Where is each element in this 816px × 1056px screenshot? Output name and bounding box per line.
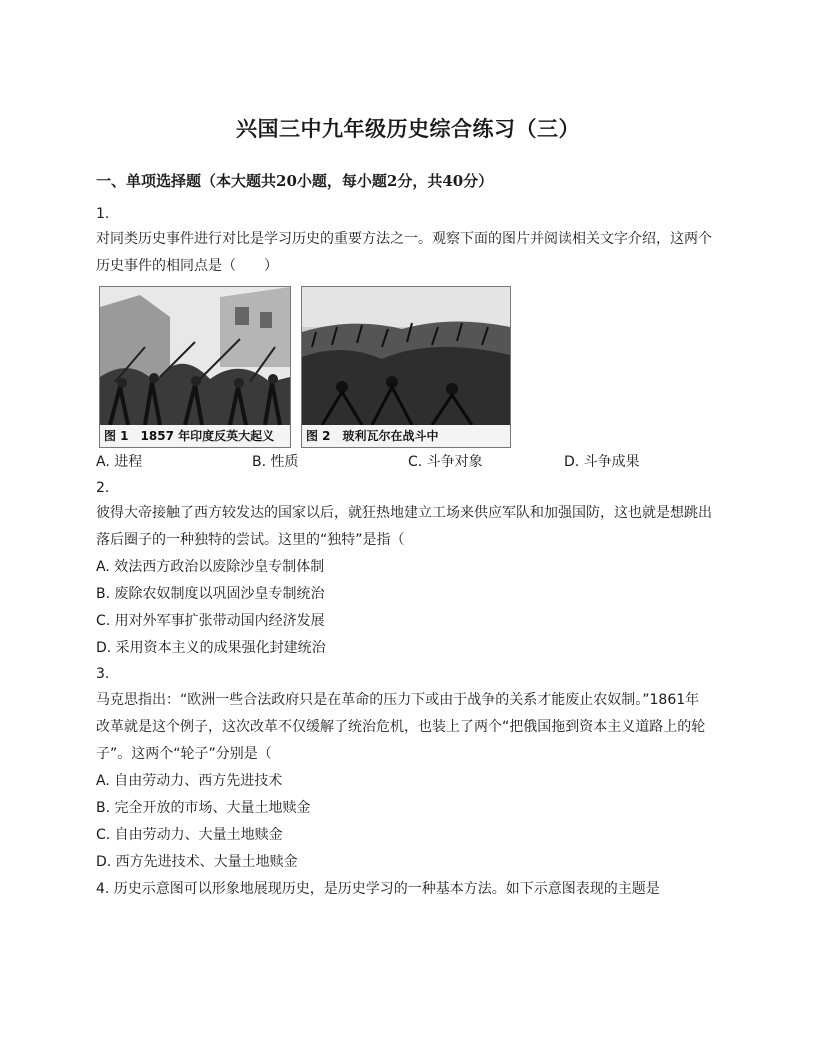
q3-option-a[interactable]: A. 自由劳动力、西方先进技术 — [96, 773, 283, 789]
q3-stem-line2: 改革就是这个例子，这次改革不仅缓解了统治危机，也装上了两个“把俄国拖到资本主义道路上的轮 — [96, 719, 706, 735]
q1-option-a[interactable]: A. 进程 — [96, 454, 143, 470]
q2-option-d[interactable]: D. 采用资本主义的成果强化封建统治 — [96, 640, 326, 656]
q2-number: 2. — [96, 480, 110, 496]
figure-1-caption: 图 1 1857 年印度反英大起义 — [100, 425, 290, 447]
q4-stem-line1: 4. 历史示意图可以形象地展现历史，是历史学习的一种基本方法。如下示意图表现的主题是 — [96, 881, 660, 897]
q3-option-c[interactable]: C. 自由劳动力、大量土地赎金 — [96, 827, 283, 843]
q3-option-d[interactable]: D. 西方先进技术、大量土地赎金 — [96, 854, 298, 870]
q1-stem-line2: 历史事件的相同点是（ ） — [96, 258, 278, 274]
q1-option-b[interactable]: B. 性质 — [252, 454, 299, 470]
q3-stem-line3: 子”。这两个“轮子”分别是（ — [96, 746, 272, 762]
figure-2-image — [301, 286, 511, 448]
q1-option-d[interactable]: D. 斗争成果 — [564, 454, 640, 470]
section-heading: 一、单项选择题（本大题共20小题，每小题2分，共40分） — [96, 172, 494, 190]
q3-number: 3. — [96, 666, 110, 682]
q1-option-c[interactable]: C. 斗争对象 — [408, 454, 483, 470]
figure-1-image — [99, 286, 291, 448]
q2-option-b[interactable]: B. 废除农奴制度以巩固沙皇专制统治 — [96, 586, 325, 602]
q1-stem-line1: 对同类历史事件进行对比是学习历史的重要方法之一。观察下面的图片并阅读相关文字介绍，这两个 — [96, 231, 712, 247]
q2-option-a[interactable]: A. 效法西方政治以废除沙皇专制体制 — [96, 559, 325, 575]
q1-number: 1. — [96, 206, 110, 222]
page-title: 兴国三中九年级历史综合练习（三） — [236, 116, 580, 141]
figure-2-caption: 图 2 玻利瓦尔在战斗中 — [302, 425, 510, 447]
figure-2-illustration — [302, 287, 510, 425]
figure-1-illustration — [100, 287, 290, 425]
q2-option-c[interactable]: C. 用对外军事扩张带动国内经济发展 — [96, 613, 325, 629]
q3-stem-line1: 马克思指出：“欧洲一些合法政府只是在革命的压力下或由于战争的关系才能废止农奴制。”1861年 — [96, 692, 700, 708]
q2-stem-line1: 彼得大帝接触了西方较发达的国家以后，就狂热地建立工场来供应军队和加强国防，这也就是想跳出 — [96, 505, 712, 521]
q3-option-b[interactable]: B. 完全开放的市场、大量土地赎金 — [96, 800, 311, 816]
q2-stem-line2: 落后圈子的一种独特的尝试。这里的“独特”是指（ — [96, 532, 405, 548]
